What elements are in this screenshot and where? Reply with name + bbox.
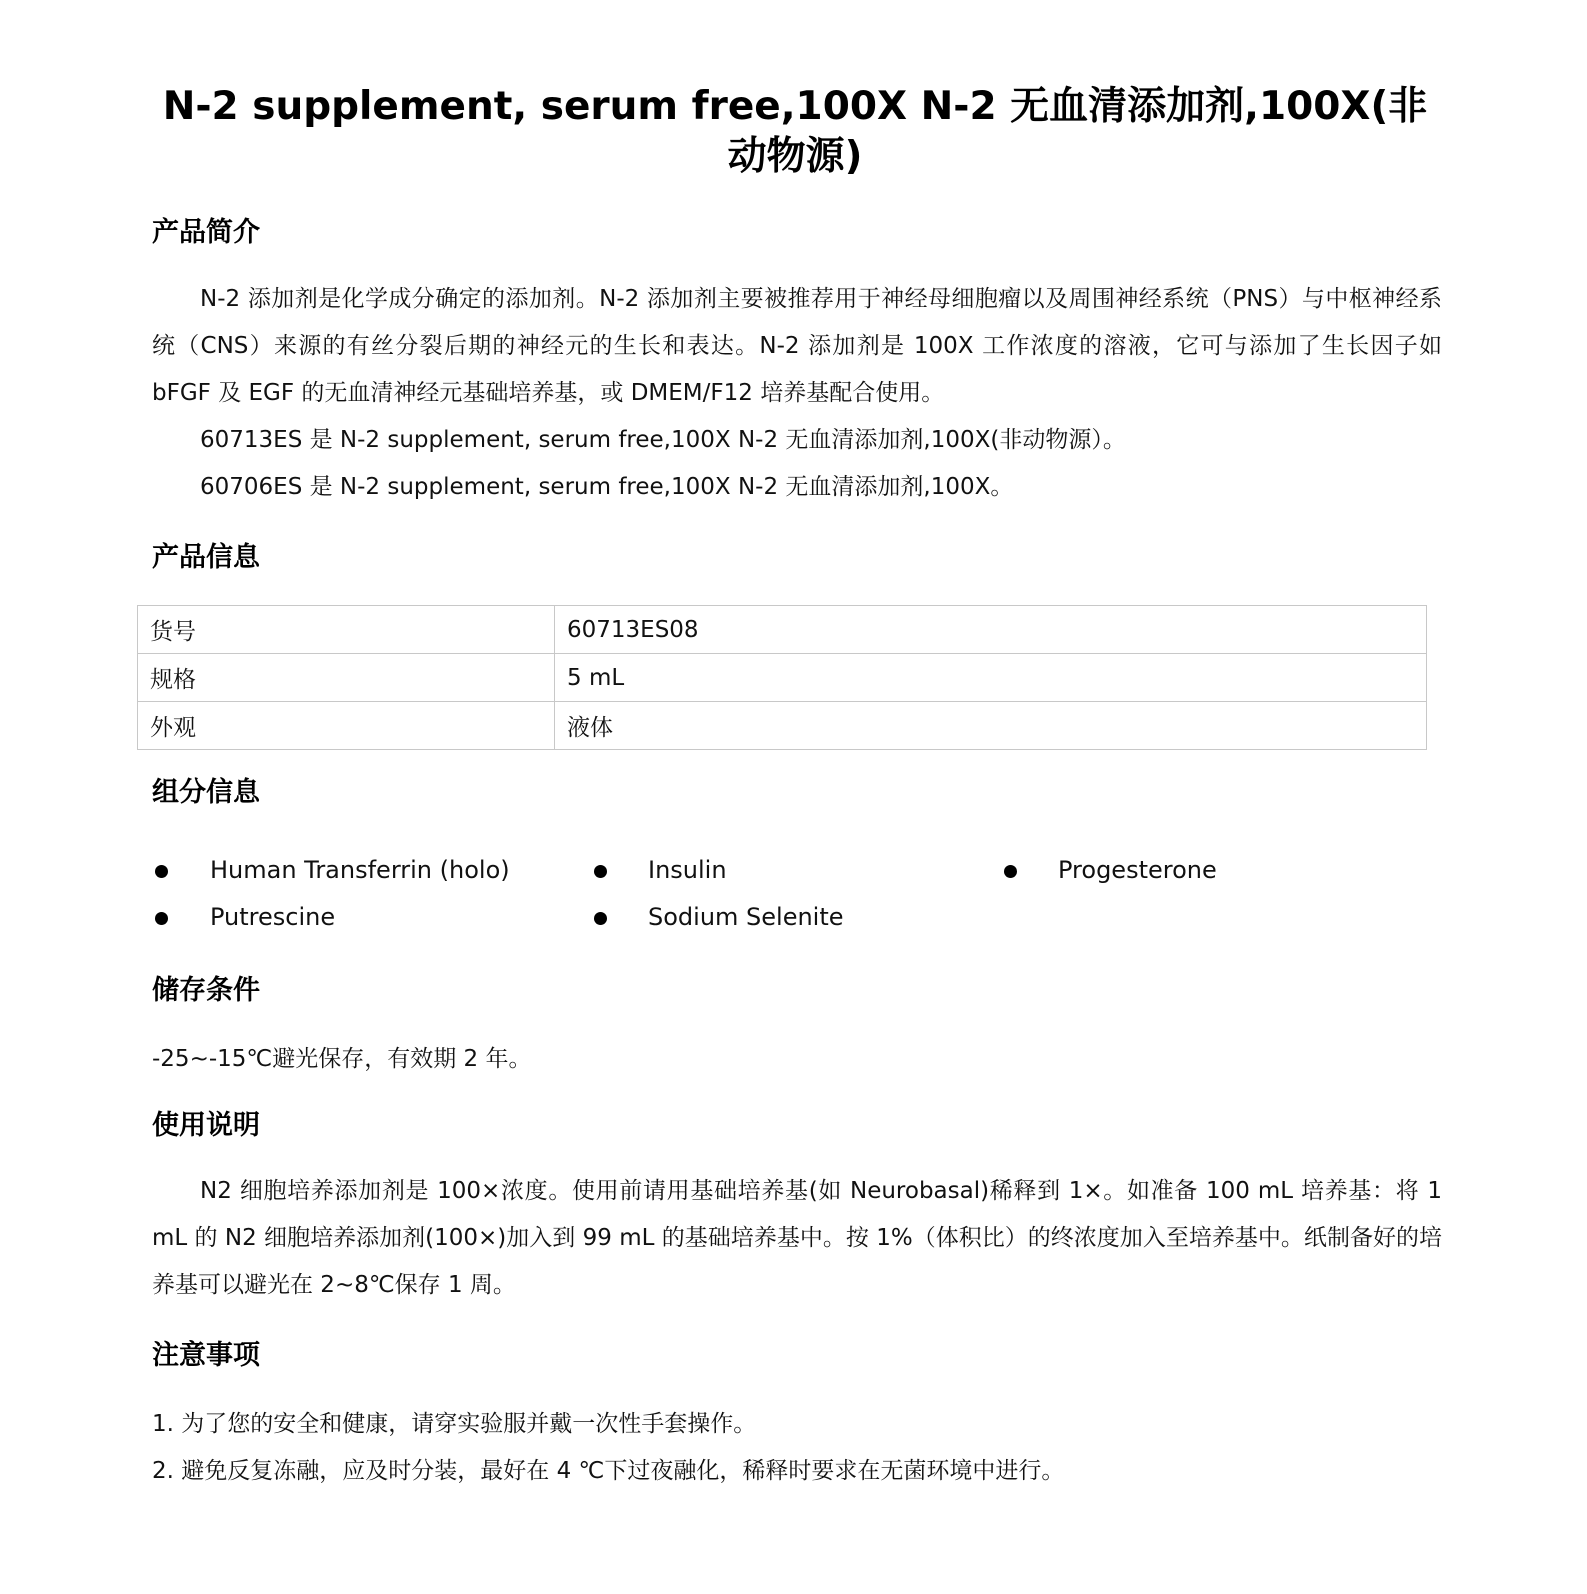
section-heading-storage: 储存条件: [152, 975, 260, 1006]
component-item: Insulin: [648, 856, 727, 884]
usage-paragraph: N2 细胞培养添加剂是 100×浓度。使用前请用基础培养基(如 Neurobasal)稀释到 1×。如准备 100 mL 培养基：将 1 mL 的 N2 细胞培养添加剂(100×)加入到 99 mL 的基础培养基中。按 1%（体积比）的终浓度加入至培养基中。纸制备好的培养基可以避光在 2~8℃保存 1 周。: [152, 1178, 1442, 1298]
table-row: [138, 702, 1427, 750]
table-value-cell: 60713ES08: [555, 606, 1427, 654]
usage-paragraph-block: [152, 1168, 1442, 1309]
intro-paragraph: N-2 添加剂是化学成分确定的添加剂。N-2 添加剂主要被推荐用于神经母细胞瘤以及周围神经系统（PNS）与中枢神经系统（CNS）来源的有丝分裂后期的神经元的生长和表达。N-2 添加剂是 100X 工作浓度的溶液，它可与添加了生长因子如 bFGF 及 EGF 的无血清神经元基础培养基，或 DMEM/F12 培养基配合使用。: [152, 286, 1442, 406]
storage-text: -25~-15℃避光保存，有效期 2 年。: [152, 1046, 532, 1072]
table-row: [138, 654, 1427, 702]
section-heading-notes: 注意事项: [152, 1340, 260, 1371]
component-item: Sodium Selenite: [648, 903, 844, 931]
section-heading-components: 组分信息: [152, 777, 260, 808]
note-item: 1. 为了您的安全和健康，请穿实验服并戴一次性手套操作。: [152, 1411, 757, 1437]
section-heading-intro: 产品简介: [152, 217, 260, 248]
component-item: Putrescine: [210, 903, 336, 931]
component-item: Human Transferrin (holo): [210, 856, 510, 884]
note-item: 2. 避免反复冻融，应及时分装，最好在 4 ℃下过夜融化，稀释时要求在无菌环境中进行。: [152, 1458, 1065, 1484]
table-value-cell: 液体: [555, 702, 1427, 750]
section-heading-usage: 使用说明: [152, 1110, 260, 1141]
bullet-dot-icon: [594, 865, 607, 878]
document-title: N-2 supplement, serum free,100X N-2 无血清添加剂,100X(非动物源): [162, 84, 1428, 179]
component-item: Progesterone: [1058, 856, 1217, 884]
product-info-table: [137, 605, 1427, 750]
table-key-cell: 外观: [138, 702, 555, 750]
table-value-cell: 5 mL: [555, 654, 1427, 702]
bullet-dot-icon: [1004, 865, 1017, 878]
section-heading-product-info: 产品信息: [152, 542, 260, 573]
intro-line-60706: 60706ES 是 N-2 supplement, serum free,100X N-2 无血清添加剂,100X。: [200, 474, 1014, 500]
table-key-cell: 规格: [138, 654, 555, 702]
bullet-dot-icon: [594, 912, 607, 925]
table-row: [138, 606, 1427, 654]
table-key-cell: 货号: [138, 606, 555, 654]
intro-line-60713: 60713ES 是 N-2 supplement, serum free,100X N-2 无血清添加剂,100X(非动物源）。: [200, 427, 1126, 453]
bullet-dot-icon: [155, 865, 168, 878]
bullet-dot-icon: [155, 912, 168, 925]
intro-paragraph-block: [152, 276, 1442, 511]
